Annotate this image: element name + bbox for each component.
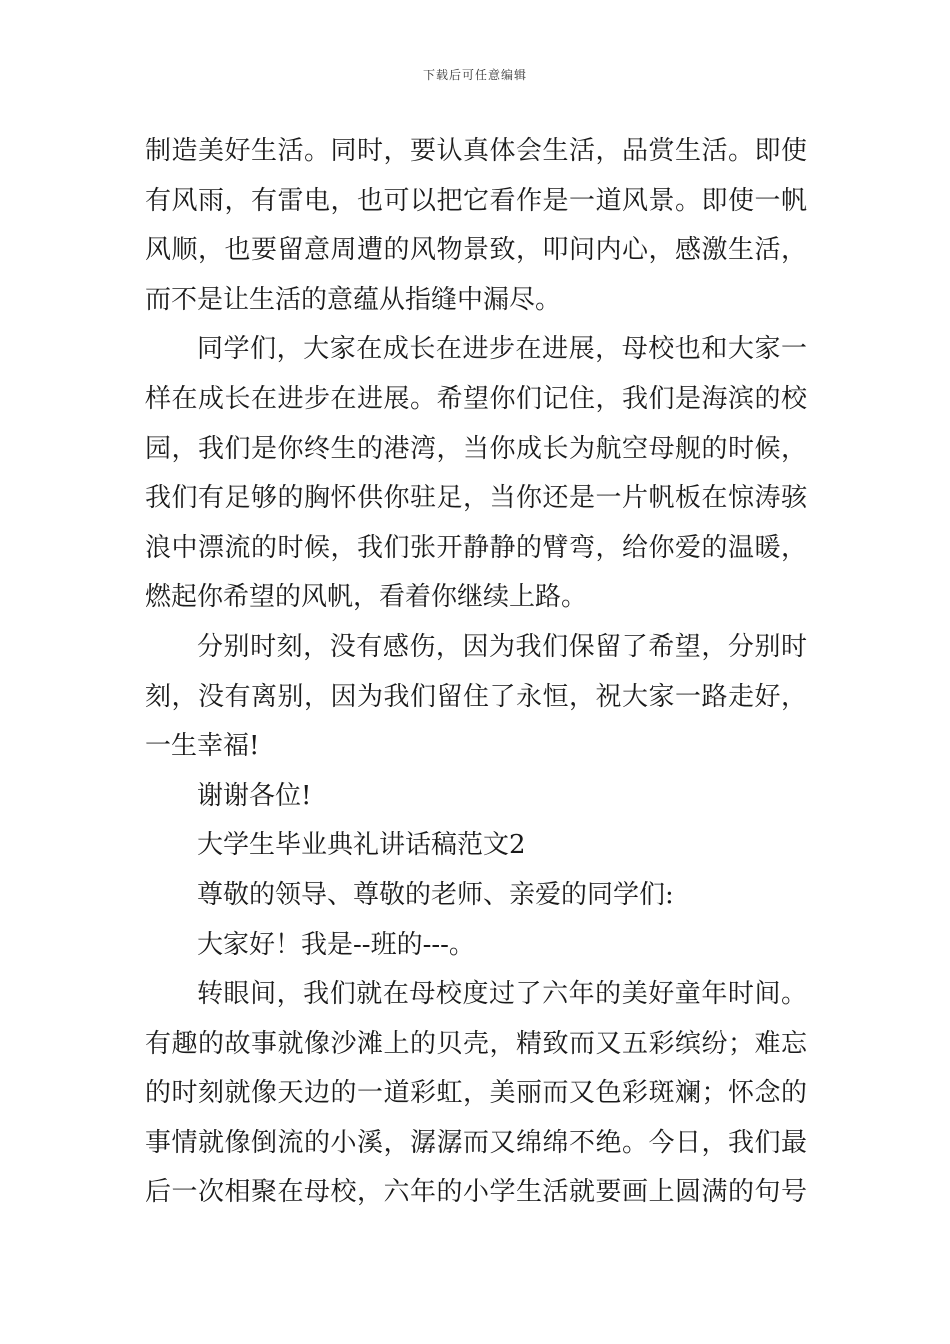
text-line: 风顺，也要留意周遭的风物景致，叩问内心，感激生活，	[145, 235, 807, 266]
text-line: 一生幸福!	[145, 731, 260, 762]
text-line: 样在成长在进步在进展。希望你们记住，我们是海滨的校	[145, 383, 807, 414]
text-line: 事情就像倒流的小溪，潺潺而又绵绵不绝。今日，我们最	[145, 1127, 807, 1158]
text-line: 谢谢各位!	[197, 780, 312, 811]
text-line: 大家好！我是--班的---。	[197, 929, 475, 960]
text-line: 而不是让生活的意蕴从指缝中漏尽。	[145, 284, 562, 315]
text-line: 后一次相聚在母校，六年的小学生活就要画上圆满的句号	[145, 1177, 807, 1208]
text-line: 有趣的故事就像沙滩上的贝壳，精致而又五彩缤纷；难忘	[145, 1028, 807, 1059]
text-line: 分别时刻，没有感伤，因为我们保留了希望，分别时	[197, 631, 807, 662]
text-line: 燃起你希望的风帆，看着你继续上路。	[145, 582, 588, 613]
text-line: 的时刻就像天边的一道彩虹，美丽而又色彩斑斓；怀念的	[145, 1078, 807, 1109]
text-line: 尊敬的领导、尊敬的老师、亲爱的同学们:	[197, 879, 674, 910]
text-line: 我们有足够的胸怀供你驻足，当你还是一片帆板在惊涛骇	[145, 483, 807, 514]
text-line: 同学们，大家在成长在进步在进展，母校也和大家一	[197, 334, 807, 365]
text-line: 制造美好生活。同时，要认真体会生活，品赏生活。即使	[145, 136, 807, 166]
document-body	[145, 127, 807, 1218]
text-line: 刻，没有离别，因为我们留住了永恒，祝大家一路走好，	[145, 681, 807, 712]
page-header-note: 下载后可任意编辑	[422, 68, 527, 82]
text-line: 大学生毕业典礼讲话稿范文2	[197, 830, 526, 861]
text-line: 浪中漂流的时候，我们张开静静的臂弯，给你爱的温暖，	[145, 532, 807, 563]
text-line: 有风雨，有雷电，也可以把它看作是一道风景。即使一帆	[145, 185, 807, 216]
text-line: 园，我们是你终生的港湾，当你成长为航空母舰的时候，	[145, 433, 807, 464]
text-line: 转眼间，我们就在母校度过了六年的美好童年时间。	[197, 979, 807, 1010]
